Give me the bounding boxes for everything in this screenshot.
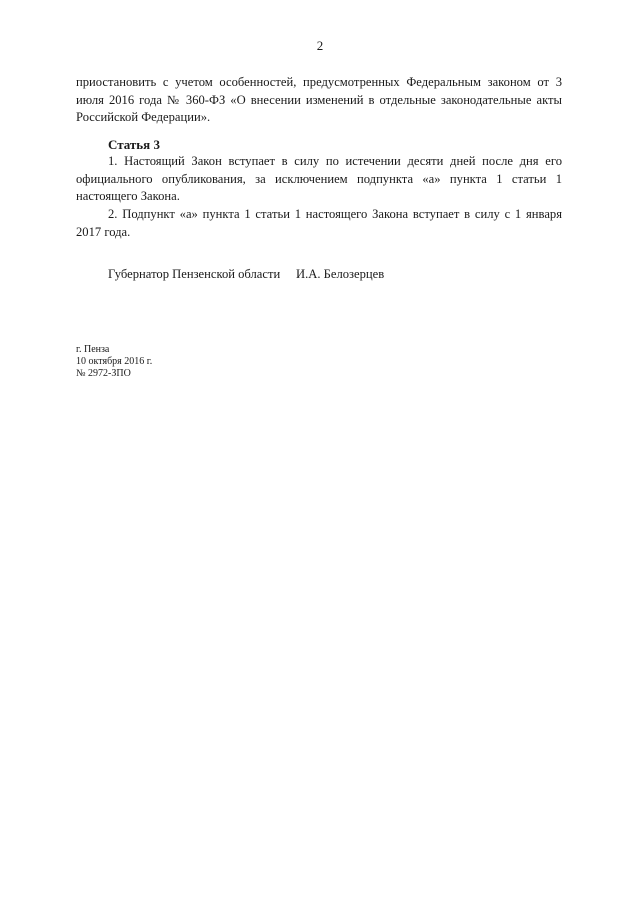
meta-city: г. Пенза — [76, 344, 110, 355]
meta-date: 10 октября 2016 г. — [76, 356, 153, 367]
page-number: 2 — [316, 38, 324, 53]
signature-block — [108, 266, 384, 283]
signature-title: Губернатор Пензенской области — [108, 267, 281, 281]
intro-paragraph: приостановить с учетом особенностей, предусмотренных Федеральным законом от 3 июля 2016 года № 360-ФЗ «О внесении изменений в отдельные законодательные акты Российской Федерации». — [76, 75, 562, 124]
meta-number: № 2972-ЗПО — [76, 368, 131, 379]
article-item-1: 1. Настоящий Закон вступает в силу по истечении десяти дней после дня его официального опубликования, за исключением подпункта «а» пункта 1 статьи 1 настоящего Закона. — [76, 154, 562, 203]
article-item-2: 2. Подпункт «а» пункта 1 статьи 1 настоящего Закона вступает в силу с 1 января 2017 года. — [76, 207, 562, 239]
article-heading: Статья 3 — [108, 137, 160, 152]
signature-name: И.А. Белозерцев — [295, 267, 385, 281]
document-meta — [76, 344, 152, 380]
